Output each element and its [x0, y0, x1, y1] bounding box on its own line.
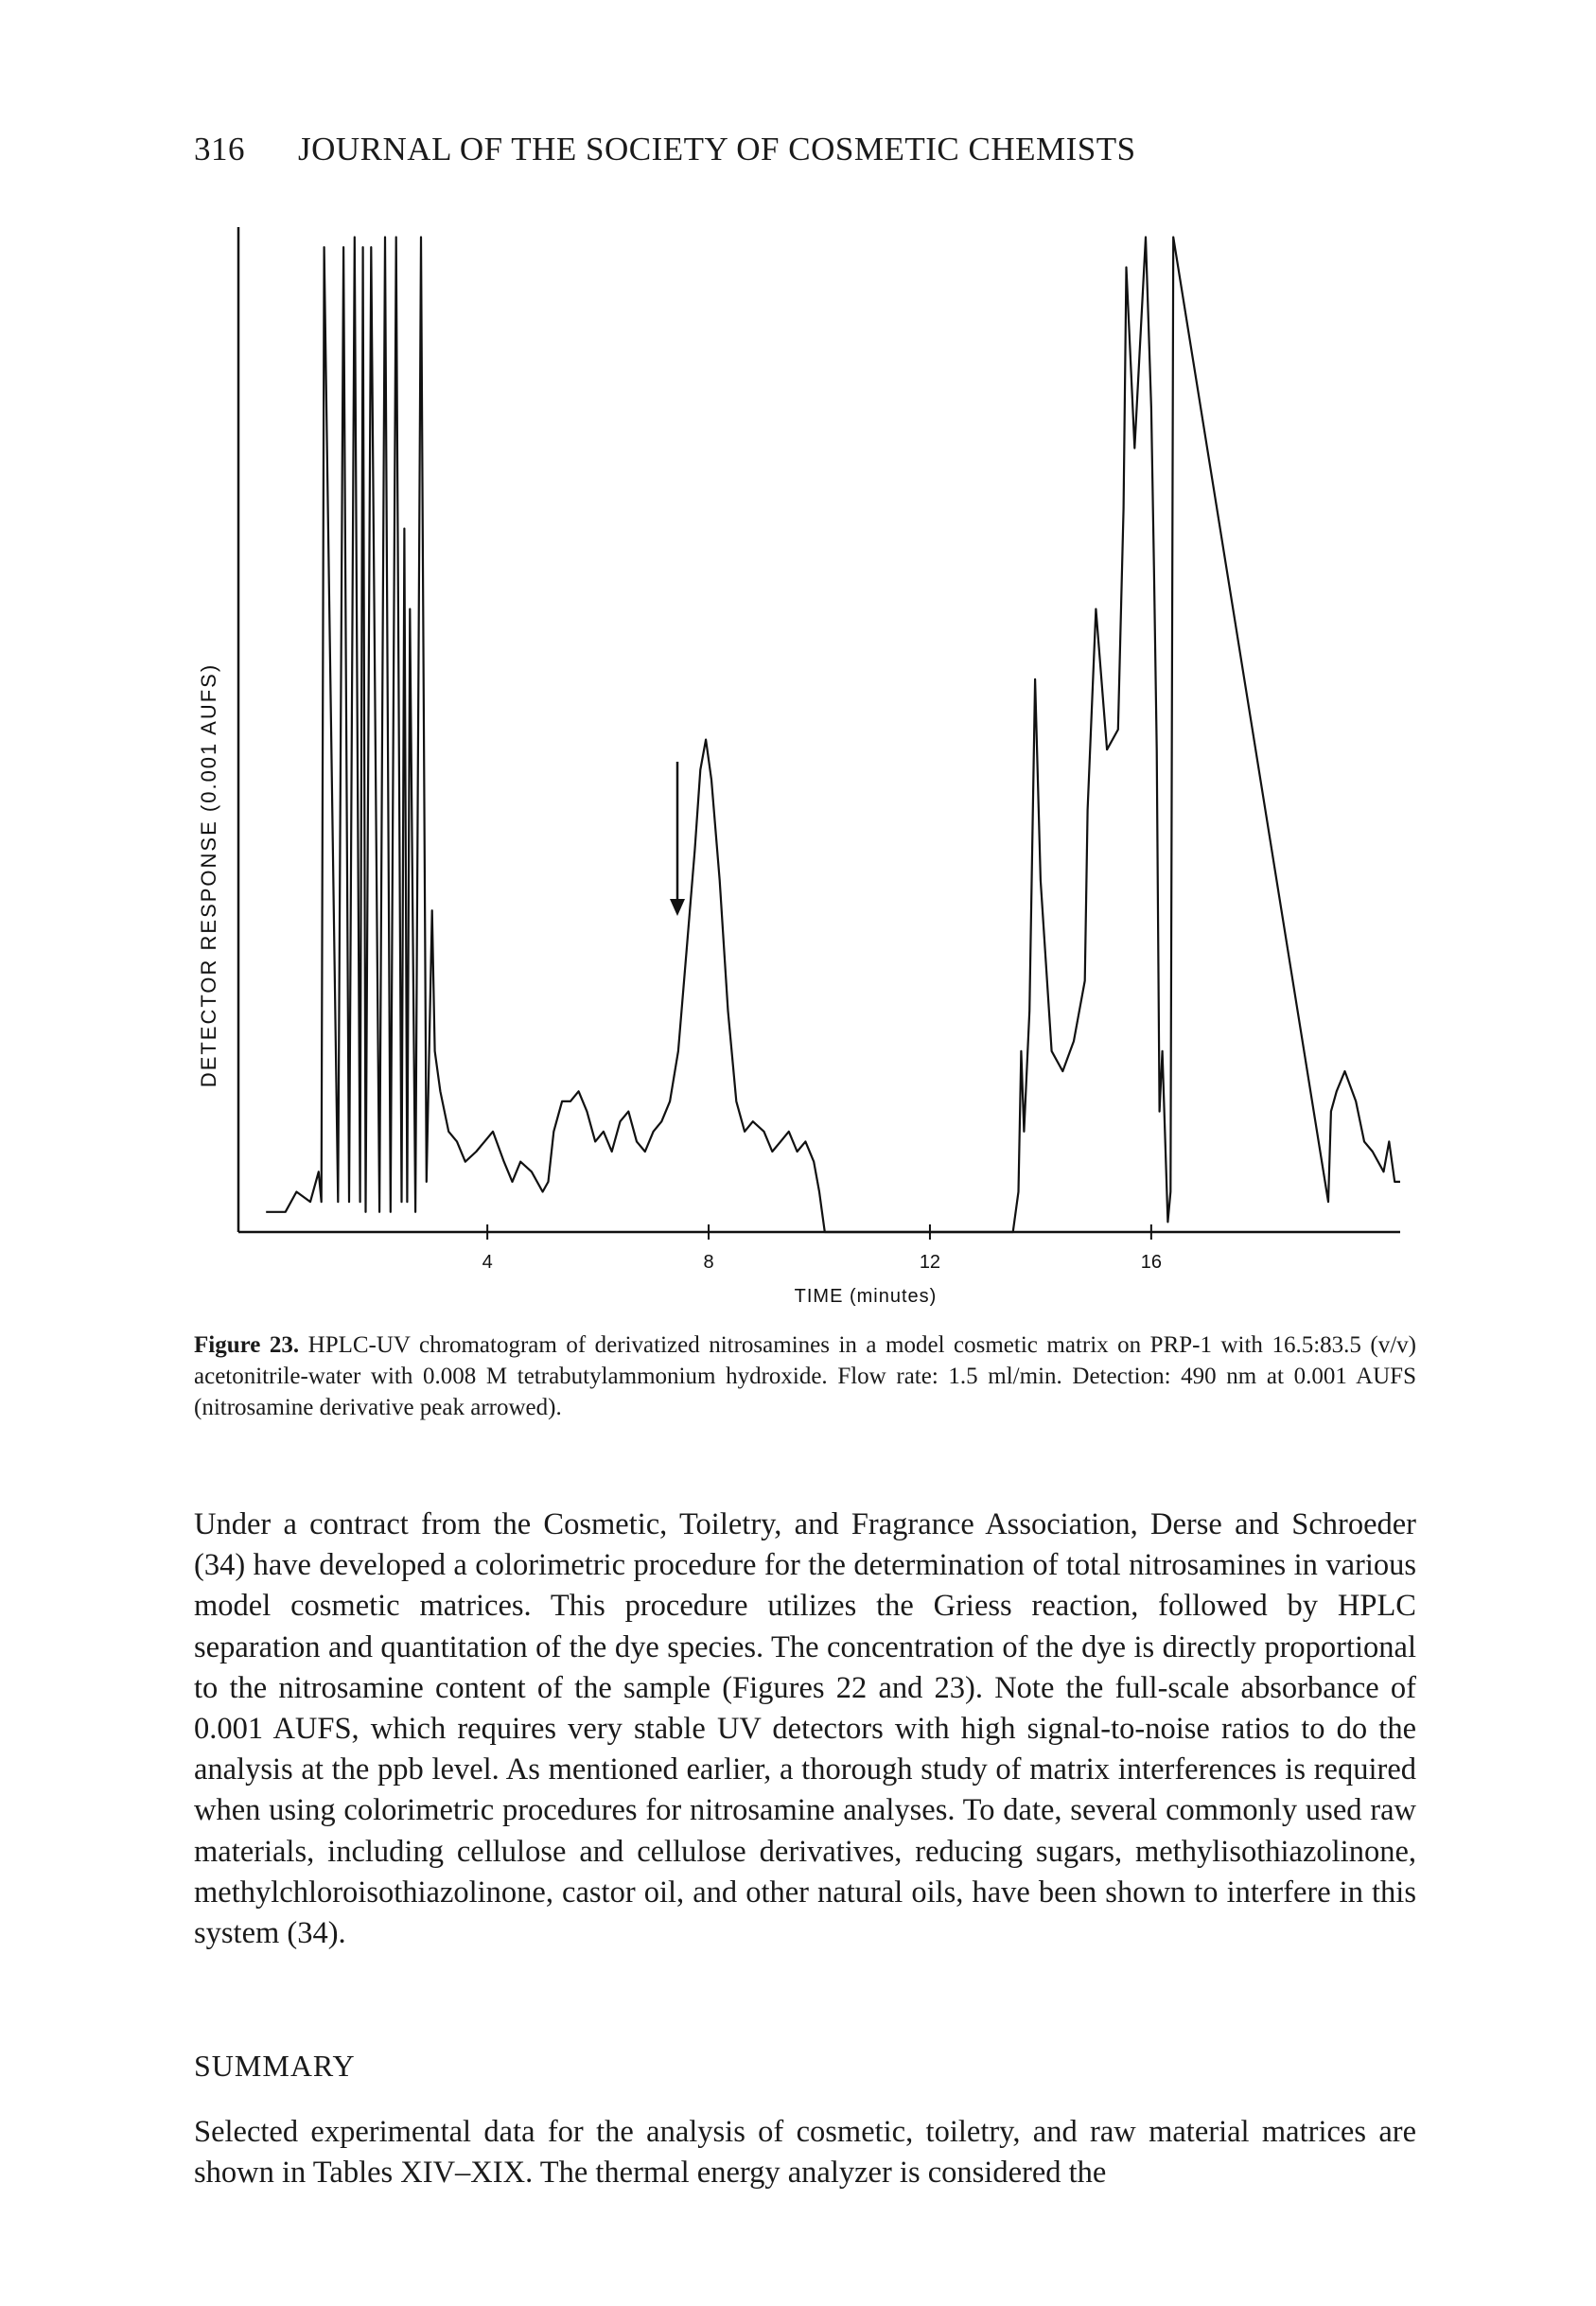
journal-title: JOURNAL OF THE SOCIETY OF COSMETIC CHEMISTS — [298, 131, 1136, 167]
figure-caption-label: Figure 23. — [194, 1332, 300, 1358]
peak-arrow — [670, 762, 685, 916]
x-axis-label: TIME (minutes) — [794, 1286, 938, 1307]
x-tick-label: 8 — [703, 1252, 714, 1273]
x-tick-label: 16 — [1140, 1252, 1162, 1273]
chromatogram-trace — [266, 238, 1400, 1232]
chart-frame — [238, 227, 1400, 1232]
figure-caption — [194, 1329, 1416, 1423]
body-paragraph: Under a contract from the Cosmetic, Toiletry, and Fragrance Association, Derse and Schroeder (34) have developed a colorimetric procedure for the determination of total nitrosamines in various model cosmetic matrices. This procedure utilizes the Griess reaction, followed by HPLC separation and quantitation of the dye species. The concentration of the dye is directly proportional to the nitrosamine content of the sample (Figures 22 and 23). Note the full-scale absorbance of 0.001 AUFS, which requires very stable UV detectors with high signal-to-noise ratios to do the analysis at the ppb level. As mentioned earlier, a thorough study of matrix interferences is required when using colorimetric procedures for nitrosamine analyses. To date, several commonly used raw materials, including cellulose and cellulose derivatives, reducing sugars, methylisothiazolinone, methylchloroisothiazolinone, castor oil, and other natural oils, have been shown to interfere in this system (34). — [194, 1507, 1416, 1951]
chromatogram-svg — [170, 227, 1419, 1307]
x-tick-label: 12 — [919, 1252, 941, 1273]
arrow-head-icon — [670, 899, 685, 916]
running-head — [194, 131, 1136, 168]
section-heading-summary: SUMMARY — [194, 2049, 356, 2083]
x-tick-label: 4 — [482, 1252, 493, 1273]
figure-caption-text: HPLC-UV chromatogram of derivatized nitrosamines in a model cosmetic matrix on PRP-1 with 16.5:83.5 (v/v) acetonitrile-water with 0.008 M tetrabutylammonium hydroxide. Flow rate: 1.5 ml/min. Detection: 490 nm at 0.001 AUFS (nitrosamine derivative peak arrowed). — [194, 1332, 1416, 1420]
chromatogram-figure — [170, 227, 1419, 1307]
y-axis-label: DETECTOR RESPONSE (0.001 AUFS) — [197, 662, 220, 1088]
page-number: 316 — [194, 131, 245, 167]
summary-paragraph: Selected experimental data for the analysis of cosmetic, toiletry, and raw material matrices are shown in Tables XIV–XIX. The thermal energy analyzer is considered the — [194, 2115, 1416, 2191]
